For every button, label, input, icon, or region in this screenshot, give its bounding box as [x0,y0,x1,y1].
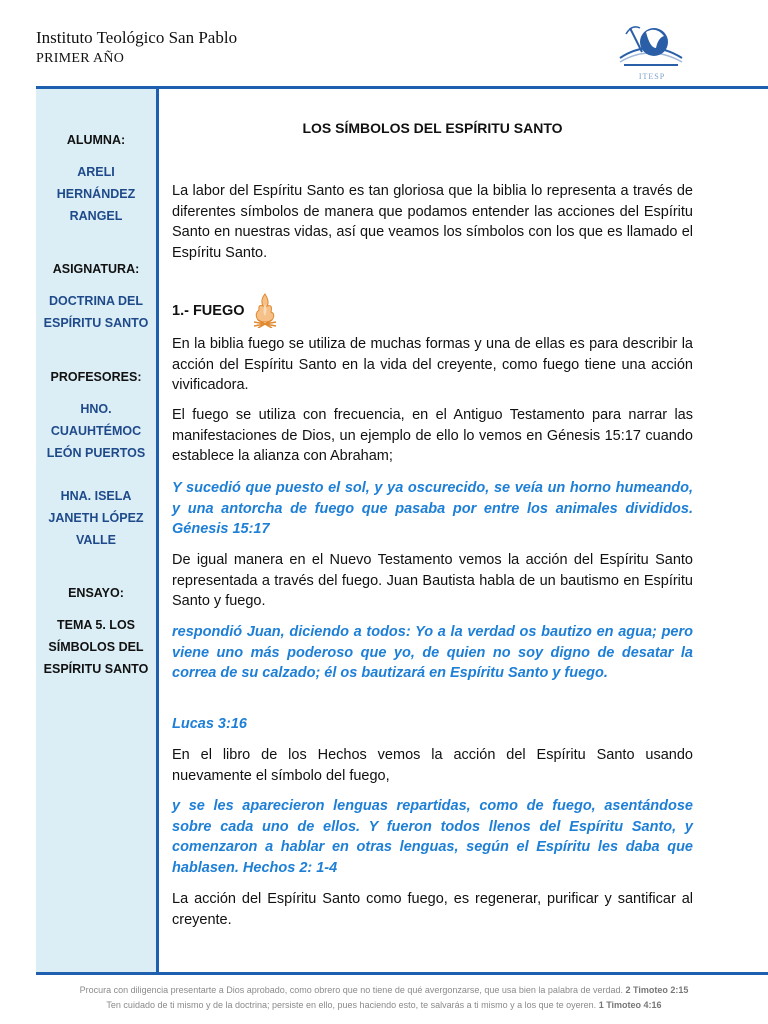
footer-divider [36,972,768,975]
section-heading-fuego: 1.- FUEGO [172,303,245,319]
logo-text: ITESP [638,72,666,81]
teacher-line: CUAUHTÉMOC [50,424,142,438]
footer-verse-2 [0,1000,768,1010]
footer-verse-reference: 1 Timoteo 4:16 [598,1000,662,1010]
fuego-paragraph-3: De igual manera en el Nuevo Testamento vemos la acción del Espíritu Santo representada a través del fuego. Juan Bautista habla de un bautismo en Espíritu Santo y fuego. [172,552,693,609]
student-name-line: RANGEL [69,209,123,223]
essay-line: TEMA 5. LOS [56,618,135,632]
teacher-2 [36,485,156,551]
student-name-line: HERNÁNDEZ [56,187,136,201]
footer-verse-text: Ten cuidado de ti mismo y de la doctrina; persiste en ello, pues haciendo esto, te salvarás a ti mismo y a los que te oyeren. [106,1000,597,1010]
quote-hechos: y se les aparecieron lenguas repartidas, como de fuego, asentándose sobre cada uno de ellos. Y fueron todos llenos del Espíritu Santo, y comenzaron a hablar en otras lenguas, según el Espíritu les daba que hablasen. Hechos 2: 1-4 [172,798,693,876]
subject-name [36,290,156,334]
fuego-paragraph-5: La acción del Espíritu Santo como fuego, es regenerar, purificar y santificar al creyente. [172,891,693,928]
teachers-label: PROFESORES: [50,370,142,384]
teacher-line: JANETH LÓPEZ [48,511,144,525]
fuego-paragraph-2: El fuego se utiliza con frecuencia, en el Antiguo Testamento para narrar las manifestaciones de Dios, un ejemplo de ello lo vemos en Génesis 15:17 cuando establece la alianza con Abraham; [172,407,693,464]
intro-paragraph: La labor del Espíritu Santo es tan gloriosa que la biblia lo representa a través de diferentes símbolos de manera que podamos entender las acciones del Espíritu Santo en nuestras vidas, así que veamos los símbolos con los que es llamado el Espíritu Santo. [172,183,693,261]
student-label: ALUMNA: [66,133,126,147]
essay-line: ESPÍRITU SANTO [43,662,149,676]
subject-block [36,258,156,280]
subject-line: DOCTRINA DEL [49,294,143,308]
teacher-line: HNA. ISELA [60,489,132,503]
document-title: LOS SÍMBOLOS DEL ESPÍRITU SANTO [302,120,563,136]
student-name-line: ARELI [77,165,115,179]
fuego-paragraph-1: En la biblia fuego se utiliza de muchas formas y una de ellas es para describir la acción del Espíritu Santo en la vida del creyente, como fuego tiene una acción vivificadora. [172,336,693,393]
essay-topic [36,614,156,680]
student-block [36,129,156,151]
subject-label: ASIGNATURA: [52,262,140,276]
quote-lucas: respondió Juan, diciendo a todos: Yo a la verdad os bautizo en agua; pero viene uno más poderoso que yo, de quien no soy digno de desatar la correa de su calzado; él os bautizará en Espíritu Santo y fuego. [172,624,693,681]
quote-genesis: Y sucedió que puesto el sol, y ya oscurecido, se veía un horno humeando, y una antorcha de fuego que pasaba por entre los animales divididos. Génesis 15:17 [172,480,693,537]
sidebar-divider [156,89,159,972]
subject-line: ESPÍRITU SANTO [43,316,149,330]
teacher-line: LEÓN PUERTOS [46,446,146,460]
year-label: PRIMER AÑO [36,51,125,66]
footer-verse-1 [0,985,768,995]
footer-verse-reference: 2 Timoteo 2:15 [625,985,689,995]
teacher-line: HNO. [80,402,112,416]
teachers-block [36,366,156,388]
student-name [36,161,156,227]
essay-block [36,582,156,604]
essay-label: ENSAYO: [68,586,124,600]
teacher-line: VALLE [75,533,117,547]
teacher-1 [36,398,156,464]
institute-name: Instituto Teológico San Pablo [36,28,238,47]
footer-verse-text: Procura con diligencia presentarte a Dios aprobado, como obrero que no tiene de qué avergonzarse, que usa bien la palabra de verdad. [79,985,623,995]
fire-icon [250,290,280,328]
essay-line: SÍMBOLOS DEL [48,640,144,654]
fuego-paragraph-4: En el libro de los Hechos vemos la acción del Espíritu Santo usando nuevamente el símbolo del fuego, [172,747,693,784]
quote-lucas-reference: Lucas 3:16 [172,716,247,732]
